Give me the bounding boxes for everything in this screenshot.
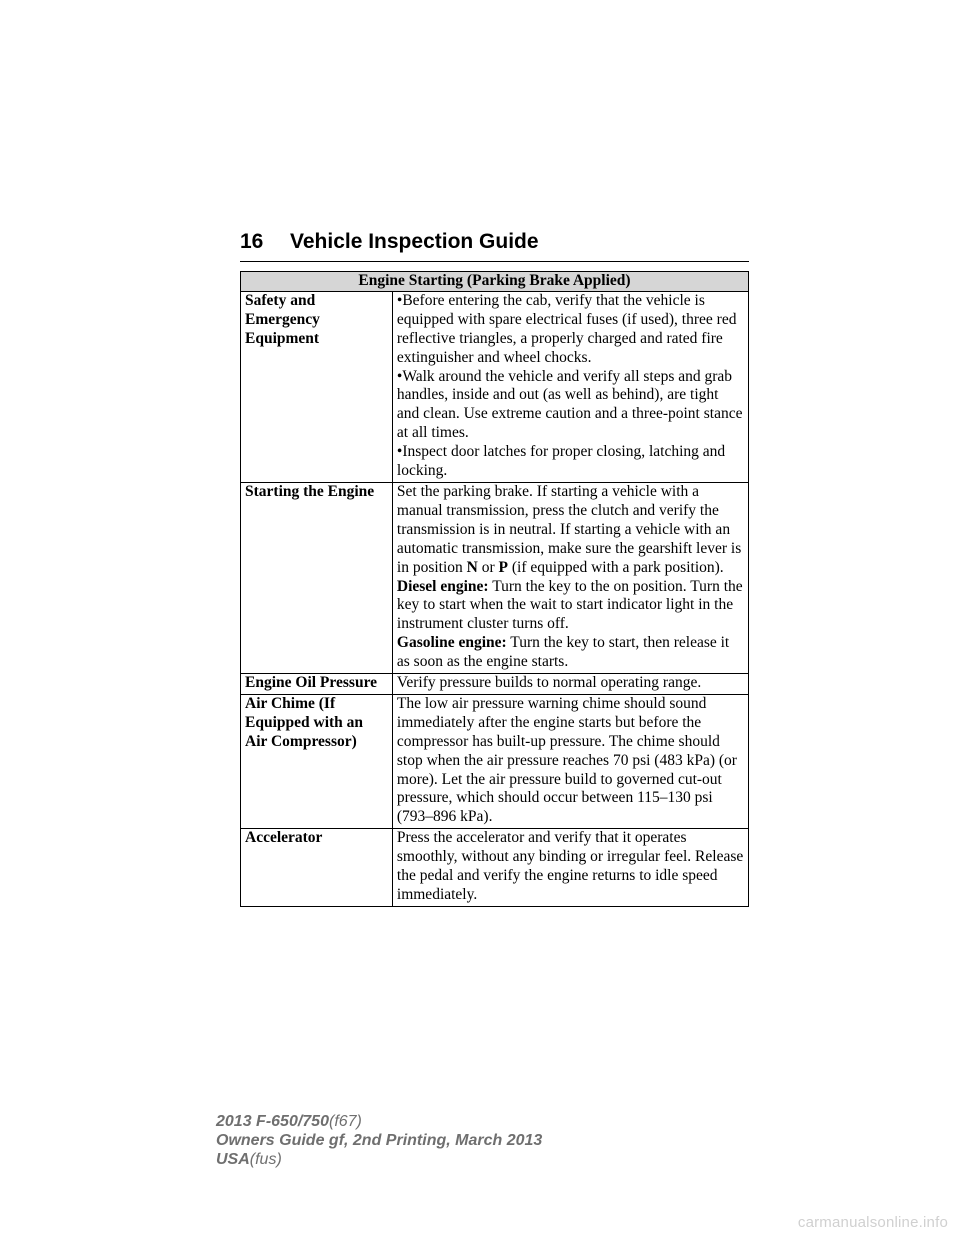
row-content-oil: Verify pressure builds to normal operating range. bbox=[392, 674, 748, 695]
footer-line-3 bbox=[216, 1150, 542, 1169]
gasoline-text: Turn the key to start, then release it as soon as the engine starts. bbox=[396, 634, 730, 671]
market-name: USA bbox=[216, 1151, 250, 1168]
footer-line-2: Owners Guide gf, 2nd Printing, March 2013 bbox=[216, 1132, 543, 1149]
gear-p: P bbox=[498, 558, 508, 576]
watermark: carmanualsonline.info bbox=[797, 1214, 948, 1231]
print-footer bbox=[216, 1112, 542, 1169]
row-label-air-chime: Air Chime (If Equipped with an Air Compressor) bbox=[241, 694, 393, 828]
model-code: (f67) bbox=[328, 1113, 362, 1130]
list-item: •Walk around the vehicle and verify all steps and grab handles, inside and out (as well as behind), are tight and clean. Use extreme caution and a three-point stance at all times. bbox=[396, 367, 743, 442]
diesel-paragraph bbox=[397, 578, 744, 635]
page-number: 16 bbox=[240, 230, 264, 253]
gasoline-paragraph bbox=[397, 634, 744, 672]
row-content-accelerator: Press the accelerator and verify that it operates smoothly, without any binding or irregular feel. Release the pedal and verify the engine returns to idle speed immediately. bbox=[392, 829, 748, 907]
table-caption-row bbox=[241, 272, 749, 292]
row-label-safety: Safety and Emergency Equipment bbox=[241, 291, 393, 482]
footer-line-1 bbox=[216, 1112, 542, 1131]
table-row bbox=[241, 674, 749, 695]
gasoline-label: Gasoline engine: bbox=[396, 634, 507, 652]
diesel-label: Diesel engine: bbox=[396, 577, 489, 595]
row-label-starting: Starting the Engine bbox=[241, 482, 393, 673]
diesel-text: Turn the key to the on position. Turn the key to start when the wait to start indicator light in the instrument cluster turns off. bbox=[396, 577, 743, 633]
table-row bbox=[241, 291, 749, 482]
list-item: •Before entering the cab, verify that the vehicle is equipped with spare electrical fuses (if used), three red reflective triangles, a properly charged and rated fire extinguisher and wheel chocks. bbox=[396, 291, 737, 366]
gear-n: N bbox=[466, 558, 478, 576]
row-content-starting bbox=[392, 482, 748, 673]
model-name: 2013 F-650/750 bbox=[216, 1113, 329, 1130]
header-divider bbox=[240, 261, 749, 262]
row-content-air-chime: The low air pressure warning chime should sound immediately after the engine starts but before the compressor has built-up pressure. The chime should stop when the air pressure reaches 70 psi (483 kPa) (or more). Let the air pressure build to governed cut-out pressure, which should occur between 115–130 psi (793–896 kPa). bbox=[392, 694, 748, 828]
row-label-accelerator: Accelerator bbox=[241, 829, 393, 907]
starting-text: Set the parking brake. If starting a vehicle with a manual transmission, press the clutch and verify the transmission is in neutral. If starting a vehicle with an automatic transmission, make sure the gearshift lever is in position bbox=[396, 482, 742, 576]
page-header bbox=[240, 230, 748, 260]
table-row bbox=[241, 694, 749, 828]
table-row bbox=[241, 829, 749, 907]
park-note: (if equipped with a park position). bbox=[508, 558, 724, 576]
market-code: (fus) bbox=[249, 1151, 282, 1168]
table-row bbox=[241, 482, 749, 673]
list-item: •Inspect door latches for proper closing, latching and locking. bbox=[396, 443, 726, 480]
inspection-table bbox=[240, 271, 749, 907]
row-content-safety bbox=[392, 291, 748, 482]
or-text: or bbox=[477, 558, 499, 576]
section-title: Vehicle Inspection Guide bbox=[290, 230, 539, 253]
row-label-oil: Engine Oil Pressure bbox=[241, 674, 393, 695]
starting-paragraph bbox=[397, 483, 744, 578]
table-caption: Engine Starting (Parking Brake Applied) bbox=[241, 272, 749, 292]
